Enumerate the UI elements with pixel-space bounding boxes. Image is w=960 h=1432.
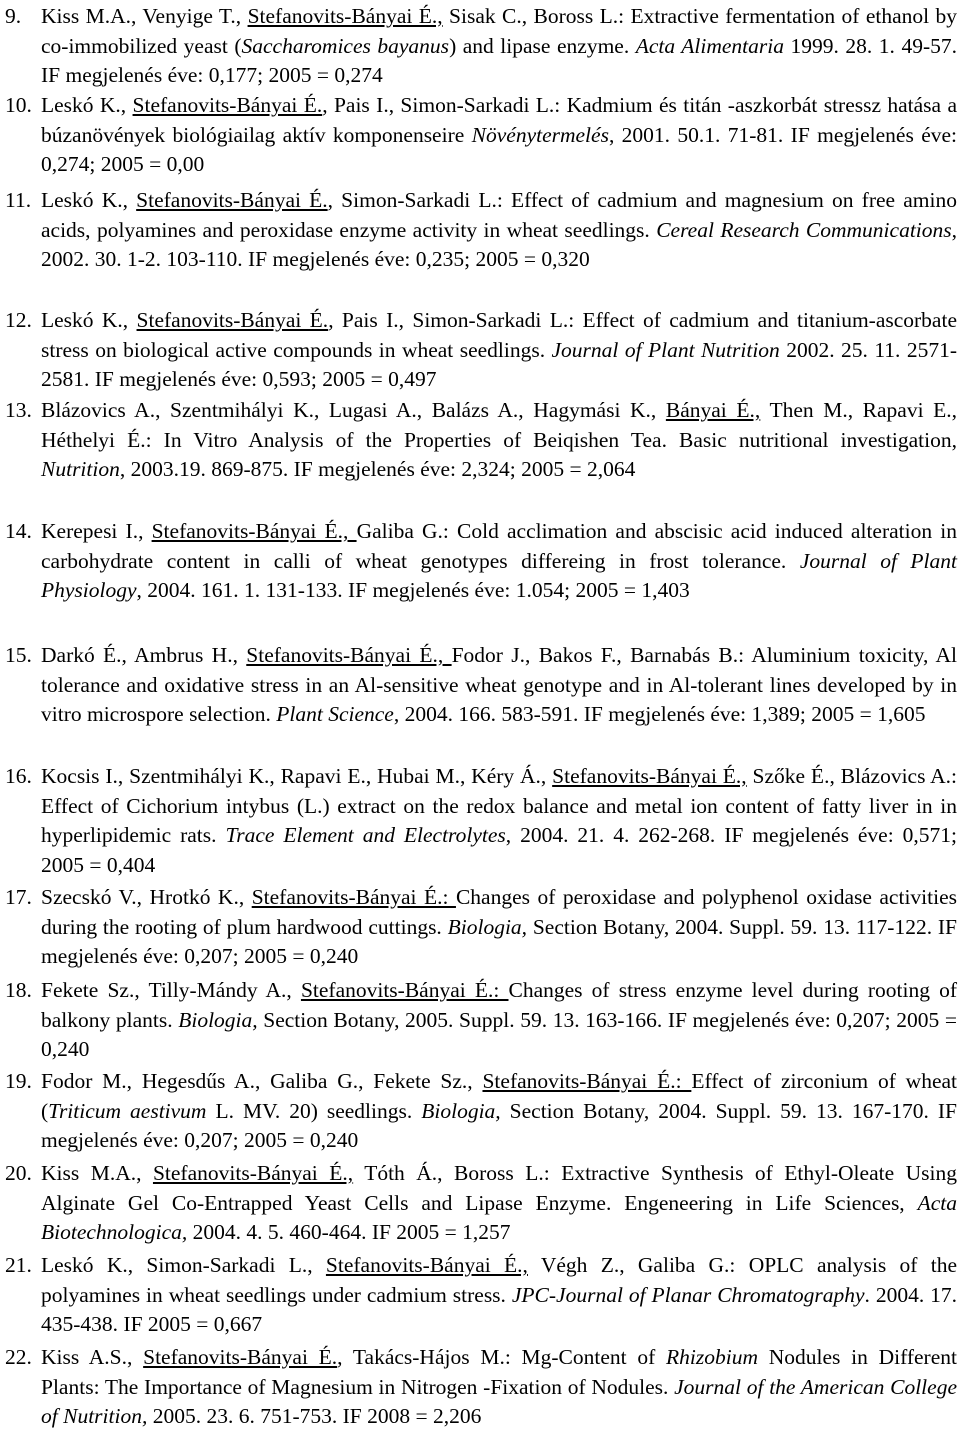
highlighted-author: Bányai É., — [665, 398, 761, 422]
reference-text — [41, 517, 957, 606]
reference-text-run: Fodor M., Hegesdűs A., Galiba G., Fekete Sz., — [41, 1069, 483, 1093]
reference-text-run: Fekete Sz., Tilly-Mándy A., — [41, 978, 301, 1002]
reference-17 — [0, 883, 957, 972]
reference-text-run: Sisak C., Boross L.: Extractive fermentation of ethanol by co-immobilized yeast ( — [41, 4, 958, 58]
italic-title: Journal of Plant Nutrition — [551, 337, 780, 362]
italic-title: Journal of Plant Physiology — [41, 548, 957, 602]
reference-text — [41, 2, 957, 91]
reference-text — [41, 641, 957, 730]
reference-text-run: , Simon-Sarkadi L.: Effect of cadmium and magnesium on free amino acids, polyamines and peroxidase enzyme activity in wheat seedlings. — [41, 188, 957, 242]
reference-text-run: Tóth Á., Boross L.: Extractive Synthesis of Ethyl-Oleate Using Alginate Gel Co-Entrapped Yeast Cells and Lipase Enzyme. Engeneering in Life Sciences, — [41, 1161, 957, 1215]
reference-text-run: 2004. 4. 5. 460-464. IF 2005 = 1,257 — [187, 1220, 511, 1244]
italic-title: Növénytermelés — [471, 122, 609, 147]
reference-11 — [0, 186, 957, 275]
reference-text-run: 2002. 25. 11. 2571-2581. IF megjelenés éve: 0,593; 2005 = 0,497 — [41, 337, 957, 391]
reference-text-run: Szőke É., Blázovics A.: Effect of Cichorium intybus (L.) extract on the redox balance and metal ion content of fatty liver in in hyperlipidemic rats. — [41, 764, 957, 847]
highlighted-author: Stefanovits-Bányai É. — [132, 93, 323, 117]
reference-18 — [0, 976, 957, 1065]
reference-text-run: Galiba G.: Cold acclimation and abscisic acid induced alteration in carbohydrate content in calli of wheat genotypes differeing in frost tolerance. — [41, 519, 957, 573]
highlighted-author: Stefanovits-Bányai É.: — [251, 885, 456, 909]
italic-title: Plant Science — [276, 702, 394, 726]
reference-text-run: Leskó K., Simon-Sarkadi L., — [41, 1253, 326, 1277]
italic-title: Biologia, — [421, 1098, 501, 1123]
reference-text-run: Section Botany, 2004. Suppl. 59. 13. 117-122. IF megjelenés éve: 0,207; 2005 = 0,240 — [41, 914, 958, 968]
reference-text-run: Leskó K., — [41, 93, 133, 117]
reference-text-run: , 2001. 50.1. 71-81. IF megjelenés éve: 0,274; 2005 = 0,00 — [41, 122, 957, 176]
reference-text — [41, 762, 957, 880]
reference-text — [41, 1251, 957, 1340]
reference-text — [41, 1067, 957, 1156]
reference-text-run: , Takács-Hájos M.: Mg-Content of — [337, 1345, 667, 1369]
italic-title: Nutrition — [41, 457, 120, 481]
reference-text-run: Kiss A.S., — [41, 1345, 144, 1369]
italic-title: JPC-Journal of Planar Chromatography — [511, 1282, 865, 1307]
reference-text-run: Section Botany, 2005. Suppl. 59. 13. 163-166. IF megjelenés éve: 0,207; 2005 = 0,240 — [41, 1007, 957, 1061]
reference-text-run: , Pais I., Simon-Sarkadi L.: Kadmium és titán -aszkorbát stressz hatása a búzanövények biológiailag aktív komponenseire — [41, 93, 957, 147]
reference-number: 14. — [5, 519, 32, 543]
reference-22 — [0, 1343, 957, 1432]
reference-16 — [0, 762, 957, 880]
reference-text-run: Kiss M.A., Venyige T., — [41, 4, 248, 28]
reference-21 — [0, 1251, 957, 1340]
reference-text-run: Changes of stress enzyme level during rooting of balkony plants. — [41, 978, 957, 1032]
reference-9 — [0, 2, 957, 91]
reference-number: 17. — [5, 885, 32, 909]
reference-number: 16. — [5, 764, 32, 788]
reference-text — [41, 91, 957, 180]
reference-text-run: Kerepesi I., — [41, 519, 152, 543]
highlighted-author: Stefanovits-Bányai É., — [552, 764, 747, 788]
reference-number: 19. — [5, 1069, 32, 1093]
reference-number: 11. — [5, 188, 32, 212]
reference-text-run: Szecskó V., Hrotkó K., — [41, 885, 252, 909]
italic-title: Acta Alimentaria — [635, 33, 784, 58]
reference-text — [41, 1343, 957, 1432]
italic-title: Rhizobium — [666, 1345, 758, 1369]
highlighted-author: Stefanovits-Bányai É. — [143, 1345, 338, 1369]
italic-title: Triticum aestivum — [48, 1098, 207, 1123]
reference-number: 12. — [5, 308, 32, 332]
highlighted-author: Stefanovits-Bányai É., — [151, 519, 357, 543]
italic-title: Biologia, — [178, 1007, 258, 1032]
italic-title: Trace Element and Electrolytes — [225, 823, 506, 847]
highlighted-author: Stefanovits-Bányai É. — [136, 308, 329, 332]
reference-text-run: Kiss M.A., — [41, 1161, 153, 1185]
reference-text-run: L. MV. 20) seedlings. — [206, 1098, 422, 1123]
reference-13 — [0, 396, 957, 485]
reference-text-run: ) and lipase enzyme. — [449, 33, 636, 58]
italic-title: Cereal Research Communications — [656, 217, 952, 242]
highlighted-author: Stefanovits-Bányai É., — [246, 643, 452, 667]
reference-text-run: Végh Z., Galiba G.: OPLC analysis of the polyamines in wheat seedlings under cadmium stress. — [41, 1253, 958, 1307]
reference-text — [41, 883, 957, 972]
highlighted-author: Stefanovits-Bányai É., — [247, 4, 443, 28]
reference-number: 22. — [5, 1345, 32, 1369]
reference-number: 9. — [5, 4, 22, 28]
reference-number: 13. — [5, 398, 32, 422]
italic-title: Saccharomices bayanus — [241, 33, 450, 58]
reference-text-run: Section Botany, 2004. Suppl. 59. 13. 167-170. IF megjelenés éve: 0,207; 2005 = 0,240 — [41, 1098, 957, 1152]
reference-text — [41, 1159, 957, 1248]
reference-text-run: Darkó É., Ambrus H., — [41, 643, 247, 667]
reference-number: 15. — [5, 643, 32, 667]
reference-14 — [0, 517, 957, 606]
reference-text-run: Leskó K., — [41, 188, 137, 212]
reference-text-run: Blázovics A., Szentmihályi K., Lugasi A., Balázs A., Hagymási K., — [41, 398, 666, 422]
highlighted-author: Stefanovits-Bányai É.: — [482, 1069, 692, 1093]
reference-15 — [0, 641, 957, 730]
reference-text — [41, 396, 957, 485]
reference-text-run: Leskó K., — [41, 308, 137, 332]
reference-number: 10. — [5, 93, 32, 117]
reference-text-run: Changes of peroxidase and polyphenol oxidase activities during the rooting of plum hardwood cuttings. — [41, 885, 958, 939]
reference-text-run: , 2003.19. 869-875. IF megjelenés éve: 2,324; 2005 = 2,064 — [119, 457, 636, 481]
reference-text-run: , Pais I., Simon-Sarkadi L.: Effect of cadmium and titanium-ascorbate stress on biological active compounds in wheat seedlings. — [41, 308, 957, 362]
reference-text-run: Fodor J., Bakos F., Barnabás B.: Aluminium toxicity, Al tolerance and oxidative stress in an Al-sensitive wheat genotype and in Al-tolerant lines developed by in vitro microspore selection. — [41, 643, 957, 726]
reference-text-run: Then M., Rapavi E., Héthelyi É.: In Vitro Analysis of the Properties of Beiqishen Tea. Basic nutritional investigation, — [41, 398, 958, 452]
reference-text-run: 2005. 23. 6. 751-753. IF 2008 = 2,206 — [147, 1404, 482, 1428]
italic-title: Journal of the American College of Nutrition, — [41, 1374, 957, 1428]
reference-text-run: Nodules in Different Plants: The Importance of Magnesium in Nitrogen -Fixation of Nodules. — [41, 1345, 957, 1399]
reference-text-run: Kocsis I., Szentmihályi K., Rapavi E., Hubai M., Kéry Á., — [41, 764, 553, 788]
reference-text-run: , 2004. 166. 583-591. IF megjelenés éve: 1,389; 2005 = 1,605 — [393, 702, 926, 726]
reference-text-run: , 2004. 21. 4. 262-268. IF megjelenés éve: 0,571; 2005 = 0,404 — [41, 823, 957, 877]
highlighted-author: Stefanovits-Bányai É. — [136, 188, 328, 212]
reference-19 — [0, 1067, 957, 1156]
reference-text — [41, 186, 957, 275]
highlighted-author: Stefanovits-Bányai É., — [152, 1161, 354, 1185]
italic-title: Biologia, — [447, 914, 528, 939]
reference-12 — [0, 306, 957, 395]
reference-text-run: , 2004. 161. 1. 131-133. IF megjelenés éve: 1.054; 2005 = 1,403 — [136, 578, 690, 602]
reference-text — [41, 976, 957, 1065]
reference-number: 21. — [5, 1253, 32, 1277]
reference-text-run: . 2004. 17. 435-438. IF 2005 = 0,667 — [41, 1282, 958, 1336]
reference-10 — [0, 91, 957, 180]
reference-number: 18. — [5, 978, 32, 1002]
highlighted-author: Stefanovits-Bányai É., — [325, 1253, 528, 1277]
reference-text — [41, 306, 957, 395]
highlighted-author: Stefanovits-Bányai É.: — [300, 978, 509, 1002]
italic-title: Acta Biotechnologica, — [41, 1190, 957, 1244]
reference-number: 20. — [5, 1161, 32, 1185]
reference-text-run: 1999. 28. 1. 49-57. IF megjelenés éve: 0,177; 2005 = 0,274 — [41, 33, 957, 87]
reference-20 — [0, 1159, 957, 1248]
reference-text-run: , 2002. 30. 1-2. 103-110. IF megjelenés éve: 0,235; 2005 = 0,320 — [41, 217, 958, 271]
reference-text-run: Effect of zirconium of wheat ( — [41, 1069, 957, 1123]
